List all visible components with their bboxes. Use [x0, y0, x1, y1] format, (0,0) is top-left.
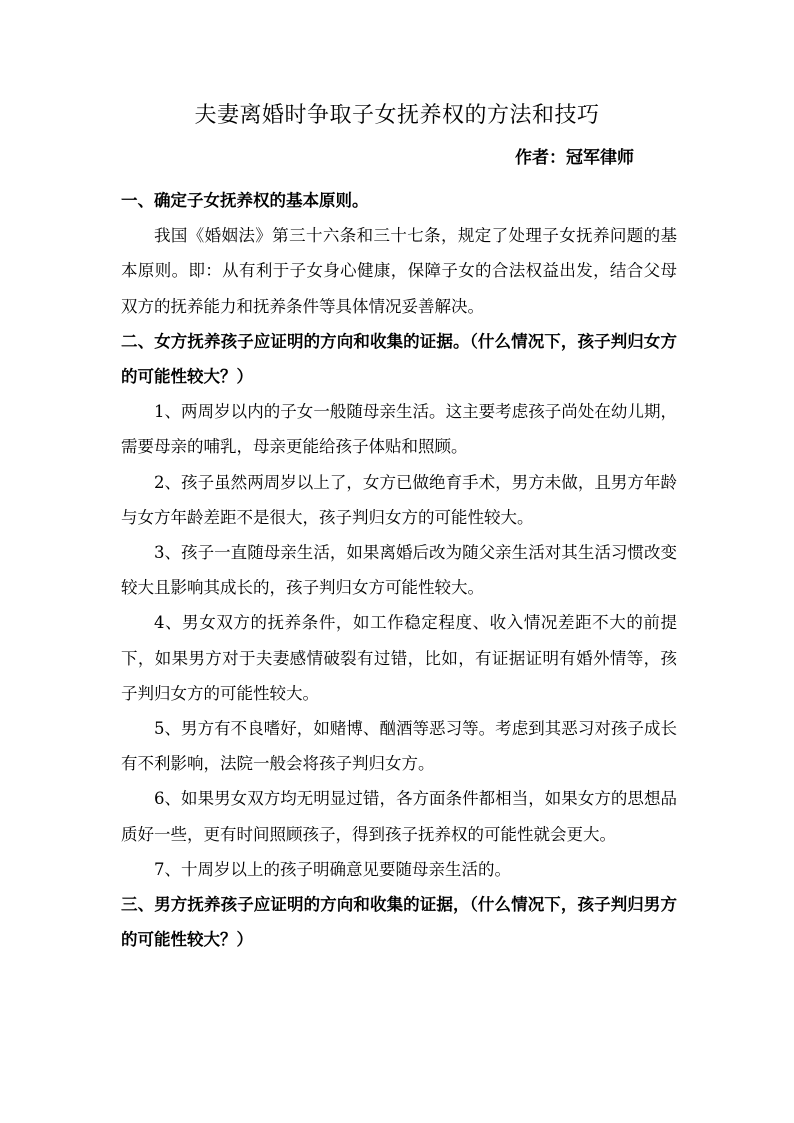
section-2-item-4: 4、男女双方的抚养条件，如工作稳定程度、收入情况差距不大的前提下，如果男方对于夫妻感情破裂有过错，比如，有证据证明有婚外情等，孩子判归女方的可能性较大。 — [121, 613, 677, 703]
document-title: 夫妻离婚时争取子女抚养权的方法和技巧 — [194, 103, 600, 128]
section-1-heading: 一、确定子女抚养权的基本原则。 — [121, 191, 369, 210]
document-body — [121, 183, 677, 957]
section-2-item-2: 2、孩子虽然两周岁以上了，女方已做绝育手术，男方未做，且男方年龄与女方年龄差距不是很大，孩子判归女方的可能性较大。 — [121, 472, 677, 527]
section-2-item-6: 6、如果男女双方均无明显过错，各方面条件都相当，如果女方的思想品质好一些，更有时间照顾孩子，得到孩子抚养权的可能性就会更大。 — [121, 789, 677, 844]
section-3-heading: 三、男方抚养孩子应证明的方向和收集的证据，（什么情况下，孩子判归男方的可能性较大？） — [121, 895, 677, 950]
section-2-heading: 二、女方抚养孩子应证明的方向和收集的证据。（什么情况下，孩子判归女方的可能性较大？） — [121, 331, 677, 387]
section-2-item-7: 7、十周岁以上的孩子明确意见要随母亲生活的。 — [154, 859, 511, 879]
document-author: 作者：冠军律师 — [515, 148, 634, 168]
section-2-item-1: 1、两周岁以内的子女一般随母亲生活。这主要考虑孩子尚处在幼儿期，需要母亲的哺乳，母亲更能给孩子体贴和照顾。 — [121, 402, 677, 457]
section-2-item-3: 3、孩子一直随母亲生活，如果离婚后改为随父亲生活对其生活习惯改变较大且影响其成长的，孩子判归女方可能性较大。 — [121, 543, 677, 598]
section-2-item-5: 5、男方有不良嗜好，如赌博、酗酒等恶习等。考虑到其恶习对孩子成长有不利影响，法院一般会将孩子判归女方。 — [121, 719, 677, 774]
section-1-paragraph-1: 我国《婚姻法》第三十六条和三十七条，规定了处理子女抚养问题的基本原则。即：从有利于子女身心健康，保障子女的合法权益出发，结合父母双方的抚养能力和抚养条件等具体情况妥善解决。 — [121, 226, 677, 316]
